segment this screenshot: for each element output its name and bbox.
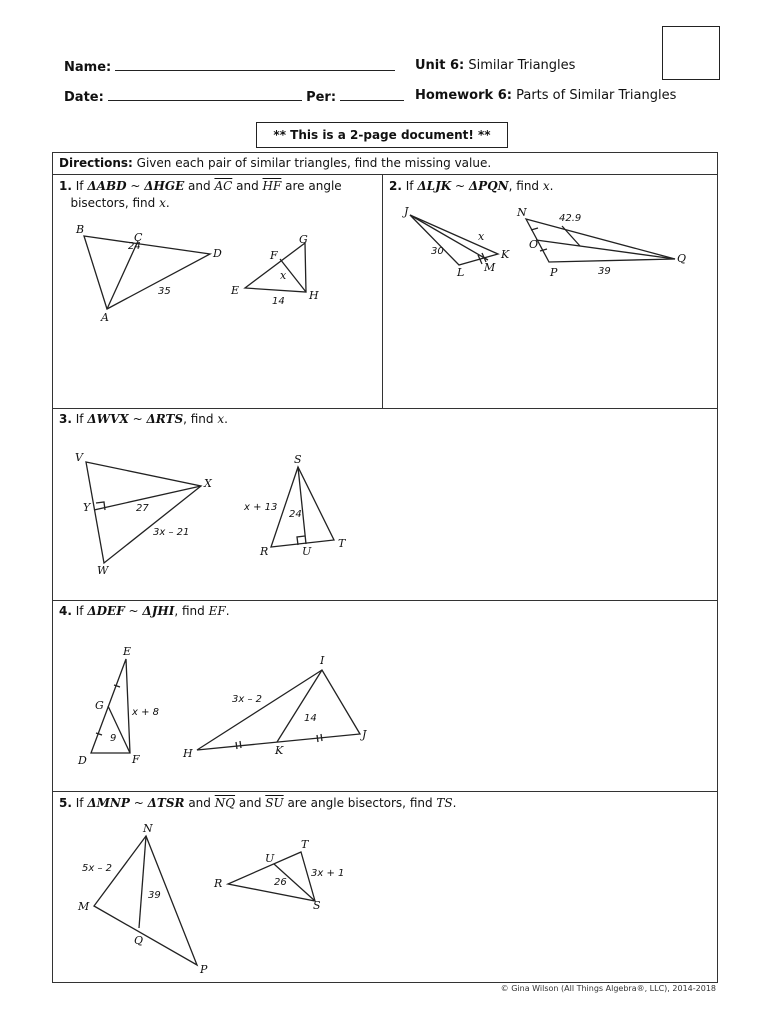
directions-label: Directions: (59, 156, 133, 170)
text: . (224, 412, 228, 426)
two-page-notice: ** This is a 2-page document! ** (256, 122, 508, 148)
text: . (452, 796, 457, 810)
vertex-label: A (101, 311, 109, 324)
vertex-label: Q (134, 934, 144, 947)
vertex-label: O (529, 238, 539, 251)
tick-mark (321, 734, 322, 741)
variable: TS (436, 796, 453, 810)
variable-label: x (280, 269, 287, 282)
text: , find (183, 412, 218, 426)
vertex-label: H (309, 289, 319, 302)
vertex-label: L (457, 266, 465, 279)
problem-number: 2. (389, 179, 402, 193)
vertex-label: K (275, 744, 284, 757)
vertex-label: T (338, 537, 346, 550)
vertex-label: N (143, 822, 153, 835)
text: If (75, 604, 88, 618)
bisector-nq (139, 836, 146, 928)
variable: EF (208, 604, 226, 618)
vertex-label: Y (83, 501, 91, 514)
text: . (225, 604, 230, 618)
homework-label: Homework 6: (415, 88, 512, 103)
variable: x (542, 179, 550, 193)
text: , find (174, 604, 209, 618)
tick-mark (236, 742, 237, 749)
expression-label: x + 13 (244, 502, 278, 513)
copyright-footer: © Gina Wilson (All Things Algebra®, LLC), 2014-2018 (500, 984, 716, 993)
triangle-abd (84, 236, 210, 309)
length-label: 35 (158, 286, 171, 297)
problem-number: 5. (59, 796, 72, 810)
similar-symbol: ~ (451, 179, 469, 193)
text: If (75, 796, 88, 810)
vertex-label: E (123, 645, 132, 658)
similar-symbol: ~ (128, 412, 147, 426)
tick-mark (240, 741, 241, 748)
text: and (235, 796, 266, 810)
vertex-label: Q (677, 252, 687, 265)
vertex-label: S (313, 899, 321, 912)
triangle-name: ΔPQN (468, 179, 509, 193)
vertex-label: F (270, 249, 278, 262)
text: . (165, 196, 170, 210)
vertex-label: R (214, 877, 223, 890)
problem-number: 1. (59, 179, 72, 193)
segment-name: $\overline{SU}$ (265, 796, 284, 810)
vertex-label: M (78, 900, 90, 913)
expression-label: 5x – 2 (82, 863, 112, 874)
triangle-jhi (197, 670, 360, 750)
triangle-name: ΔHGE (144, 179, 185, 193)
text: bisectors, find (70, 196, 160, 210)
median-ik (277, 670, 322, 742)
triangle-name: ΔLJK (417, 179, 452, 193)
vertex-label: V (75, 451, 83, 464)
text: . (549, 179, 554, 193)
segment-name: $\overline{NQ}$ (214, 796, 236, 810)
similar-symbol: ~ (126, 179, 145, 193)
problem-number: 4. (59, 604, 72, 618)
length-label: 27 (136, 503, 149, 514)
unit-label: Unit 6: (415, 58, 465, 73)
triangle-name: ΔWVX (87, 412, 129, 426)
vertex-label: W (97, 564, 109, 577)
vertex-label: P (200, 963, 208, 976)
length-label: 9 (110, 733, 117, 744)
text: , find (508, 179, 543, 193)
triangle-name: ΔJHI (142, 604, 175, 618)
vertex-label: F (132, 753, 140, 766)
text: If (75, 412, 88, 426)
expression-label: 3x – 2 (232, 694, 262, 705)
length-label: 30 (431, 246, 444, 257)
per-label: Per: (306, 90, 337, 105)
tick-mark (317, 735, 318, 742)
vertex-label: U (302, 545, 312, 558)
altitude-su (298, 467, 306, 544)
median-fg (108, 706, 130, 753)
vertex-label: H (183, 747, 193, 760)
triangle-name: ΔRTS (146, 412, 184, 426)
segment-name: $\overline{AC}$ (214, 179, 233, 193)
length-label: 24 (128, 241, 141, 252)
length-label: 42.9 (559, 213, 582, 224)
vertex-label: I (320, 654, 325, 667)
vertex-label: P (550, 266, 558, 279)
vertex-label: G (299, 233, 308, 246)
vertex-label: D (213, 247, 222, 260)
vertex-label: S (294, 453, 302, 466)
leader-line (562, 226, 580, 246)
text: and (184, 179, 215, 193)
vertex-label: B (76, 223, 85, 236)
triangle-name: ΔMNP (87, 796, 130, 810)
text: are angle (281, 179, 342, 193)
tick-mark (114, 685, 120, 687)
segment-jm (410, 215, 488, 260)
variable: x (159, 196, 166, 210)
vertex-label: D (78, 754, 87, 767)
text: and (232, 179, 263, 193)
name-label: Name: (64, 60, 112, 75)
vertex-label: X (204, 477, 212, 490)
vertex-label: J (404, 205, 409, 218)
triangle-name: ΔDEF (87, 604, 125, 618)
vertex-label: C (134, 231, 143, 244)
vertex-label: G (95, 699, 104, 712)
expression-label: x + 8 (132, 707, 160, 718)
segment-qo (536, 240, 675, 259)
length-label: 24 (289, 509, 302, 520)
homework-title: Parts of Similar Triangles (516, 88, 677, 103)
text: If (405, 179, 418, 193)
length-label: 26 (274, 877, 287, 888)
vertex-label: M (484, 261, 496, 274)
length-label: 39 (148, 890, 161, 901)
vertex-label: N (517, 206, 527, 219)
length-label: 14 (272, 296, 285, 307)
length-label: 14 (304, 713, 317, 724)
vertex-label: J (362, 728, 367, 741)
vertex-label: T (301, 838, 309, 851)
variable-label: x (478, 230, 485, 243)
triangle-mnp (94, 836, 197, 965)
expression-label: 3x – 21 (153, 527, 190, 538)
problem-number: 3. (59, 412, 72, 426)
triangle-name: ΔTSR (147, 796, 185, 810)
unit-title: Similar Triangles (468, 58, 576, 73)
text: and (184, 796, 215, 810)
similar-symbol: ~ (129, 796, 148, 810)
directions-text: Given each pair of similar triangles, find the missing value. (136, 156, 492, 170)
similar-symbol: ~ (124, 604, 143, 618)
length-label: 39 (598, 266, 611, 277)
triangle-name: ΔABD (87, 179, 127, 193)
expression-label: 3x + 1 (311, 868, 345, 879)
vertex-label: U (265, 852, 275, 865)
text: are angle bisectors, find (283, 796, 437, 810)
segment-name: $\overline{HF}$ (262, 179, 282, 193)
date-label: Date: (64, 90, 104, 105)
vertex-label: K (501, 248, 510, 261)
text: If (75, 179, 88, 193)
vertex-label: R (260, 545, 269, 558)
vertex-label: E (231, 284, 240, 297)
variable: x (217, 412, 225, 426)
